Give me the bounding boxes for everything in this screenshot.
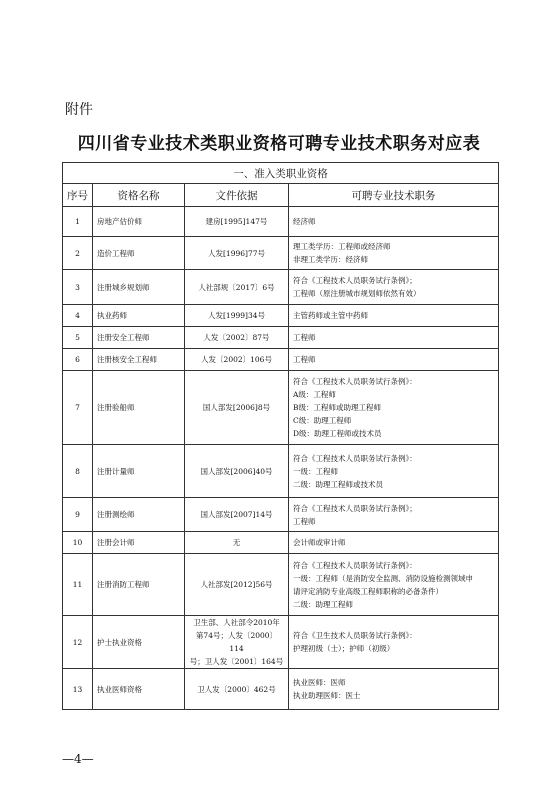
qualification-name: 造价工程师 xyxy=(93,237,185,270)
section-title: 一、准入类职业资格 xyxy=(63,163,499,184)
eligible-positions xyxy=(289,371,499,445)
document-line: 人发〔2002〕106号 xyxy=(201,355,272,364)
document-line: 卫人发〔2000〕462号 xyxy=(197,684,276,694)
qualification-name: 注册核安全工程师 xyxy=(93,349,185,371)
eligible-positions xyxy=(289,327,499,349)
document-line: 无 xyxy=(232,538,241,547)
document-basis xyxy=(185,270,289,305)
eligible-positions xyxy=(289,445,499,498)
qualification-name: 执业药师 xyxy=(93,305,185,327)
eligible-positions xyxy=(289,532,499,554)
header-name: 资格名称 xyxy=(93,184,185,207)
table-row xyxy=(63,669,499,710)
qualification-name: 注册计量师 xyxy=(93,445,185,498)
document-line: 建房[1995]147号 xyxy=(205,217,268,226)
position-line: 工程师 xyxy=(293,333,316,342)
position-line: 二级：助理工程师或技术员 xyxy=(293,479,383,489)
eligible-positions xyxy=(289,554,499,616)
row-number: 9 xyxy=(63,498,93,532)
document-basis xyxy=(185,327,289,349)
row-number: 7 xyxy=(63,371,93,445)
position-line: 符合《工程技术人员职务试行条例》； xyxy=(293,276,417,285)
qualification-name: 执业医师资格 xyxy=(93,669,185,710)
attachment-label: 附件 xyxy=(65,102,93,118)
document-line: 国人部发[2006]8号 xyxy=(202,403,271,412)
position-line: 执业助理医师：医士 xyxy=(293,691,361,700)
position-line: 工程师 xyxy=(293,355,316,364)
position-line: 请评定消防专业高级工程师职称的必备条件） xyxy=(293,586,443,596)
eligible-positions xyxy=(289,237,499,270)
document-basis xyxy=(185,532,289,554)
document-basis xyxy=(185,305,289,327)
eligible-positions xyxy=(289,498,499,532)
document-basis xyxy=(185,445,289,498)
table-row xyxy=(63,554,499,616)
document-line: 国人部发[2006]40号 xyxy=(200,466,273,476)
qualification-name: 注册测绘师 xyxy=(93,498,185,532)
position-line: C级：助理工程师 xyxy=(293,416,352,425)
row-number: 8 xyxy=(63,445,93,498)
qualification-name: 注册消防工程师 xyxy=(93,554,185,616)
document-line: 卫生部、人社部令2010年 xyxy=(193,618,280,627)
table-row xyxy=(63,349,499,371)
table-row xyxy=(63,327,499,349)
document-line: 第74号；人发〔2000〕114 xyxy=(195,631,278,653)
row-number: 10 xyxy=(63,532,93,554)
position-line: 符合《工程技术人员职务试行条例》： xyxy=(293,377,417,386)
document-line: 人社部规〔2017〕6号 xyxy=(198,282,275,292)
position-line: 符合《工程技术人员职务试行条例》： xyxy=(293,560,417,570)
position-line: 护理初级（士）；护师（初级） xyxy=(293,644,395,653)
document-basis xyxy=(185,616,289,669)
qualification-name: 注册验船师 xyxy=(93,371,185,445)
table-row xyxy=(63,305,499,327)
table-row xyxy=(63,270,499,305)
document-line: 人发[1999]34号 xyxy=(208,311,265,320)
table-row xyxy=(63,498,499,532)
position-line: B级：工程师或助理工程师 xyxy=(293,403,382,412)
qualification-name: 注册会计师 xyxy=(93,532,185,554)
table-row xyxy=(63,371,499,445)
position-line: 符合《工程技术人员职务试行条例》； xyxy=(293,503,417,513)
position-line: 会计师或审计师 xyxy=(293,538,346,547)
header-row xyxy=(63,184,499,207)
row-number: 11 xyxy=(63,554,93,616)
document-line: 人发[1996]77号 xyxy=(208,248,265,258)
table-row xyxy=(63,616,499,669)
position-line: 符合《卫生技术人员职务试行条例》： xyxy=(293,631,417,640)
position-line: 工程师 xyxy=(293,516,316,526)
document-basis xyxy=(185,554,289,616)
eligible-positions xyxy=(289,305,499,327)
header-post: 可聘专业技术职务 xyxy=(289,184,499,207)
document-basis xyxy=(185,237,289,270)
row-number: 13 xyxy=(63,669,93,710)
position-line: A级：工程师 xyxy=(293,390,336,399)
table-row xyxy=(63,532,499,554)
header-doc: 文件依据 xyxy=(185,184,289,207)
table-body xyxy=(63,207,499,710)
qualification-name: 护士执业资格 xyxy=(93,616,185,669)
eligible-positions xyxy=(289,669,499,710)
document-line: 国人部发[2007]14号 xyxy=(200,510,273,519)
position-line: 二级：助理工程师 xyxy=(293,599,353,609)
document-line: 人发〔2002〕87号 xyxy=(203,333,270,342)
row-number: 6 xyxy=(63,349,93,371)
position-line: 非理工类学历：经济师 xyxy=(293,255,368,264)
document-title: 四川省专业技术类职业资格可聘专业技术职务对应表 xyxy=(77,134,481,154)
position-line: D级：助理工程师或技术员 xyxy=(293,429,382,438)
position-line: 符合《工程技术人员职务试行条例》： xyxy=(293,453,417,463)
table-row xyxy=(63,445,499,498)
row-number: 5 xyxy=(63,327,93,349)
section-row xyxy=(63,163,499,184)
document-basis xyxy=(185,669,289,710)
eligible-positions xyxy=(289,270,499,305)
document-basis xyxy=(185,207,289,237)
qualification-table xyxy=(62,162,499,710)
eligible-positions xyxy=(289,616,499,669)
row-number: 1 xyxy=(63,207,93,237)
position-line: 理工类学历：工程师或经济师 xyxy=(293,242,391,251)
page-number: —4— xyxy=(62,752,94,766)
eligible-positions xyxy=(289,207,499,237)
document-line: 人社部发[2012]56号 xyxy=(200,580,273,589)
qualification-name: 注册城乡规划师 xyxy=(93,270,185,305)
position-line: 工程师（原注册城市规划师依然有效） xyxy=(293,289,421,298)
qualification-name: 注册安全工程师 xyxy=(93,327,185,349)
position-line: 一级：工程师 xyxy=(293,466,338,476)
document-basis xyxy=(185,349,289,371)
table-row xyxy=(63,237,499,270)
table-row xyxy=(63,207,499,237)
position-line: 执业医师：医师 xyxy=(293,678,346,687)
header-num: 序号 xyxy=(63,184,93,207)
eligible-positions xyxy=(289,349,499,371)
document-line: 号；卫人发〔2001〕164号 xyxy=(189,657,284,666)
position-line: 一级：工程师（是消防安全监测、消防设施检测领域申 xyxy=(293,573,473,583)
document-basis xyxy=(185,498,289,532)
row-number: 3 xyxy=(63,270,93,305)
position-line: 主管药师或主管中药师 xyxy=(293,311,368,320)
row-number: 4 xyxy=(63,305,93,327)
document-basis xyxy=(185,371,289,445)
row-number: 12 xyxy=(63,616,93,669)
position-line: 经济师 xyxy=(293,217,316,226)
qualification-name: 房地产估价师 xyxy=(93,207,185,237)
row-number: 2 xyxy=(63,237,93,270)
